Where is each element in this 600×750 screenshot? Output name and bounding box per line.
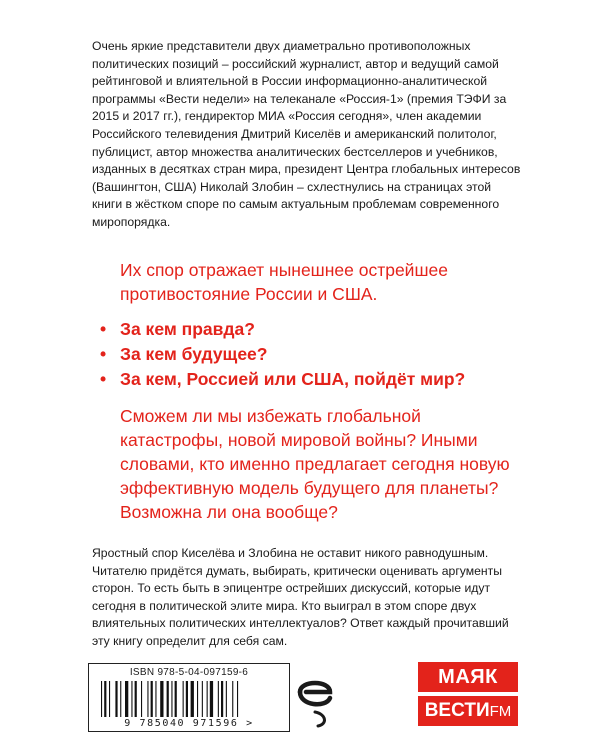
barcode-bar xyxy=(104,681,106,717)
bullet-icon: • xyxy=(100,344,107,364)
barcode-bar xyxy=(147,681,148,717)
barcode-bar xyxy=(207,681,208,717)
barcode-bar xyxy=(115,681,117,717)
barcode-bar xyxy=(101,681,102,717)
barcode-bar xyxy=(218,681,219,717)
barcode-digits: 9 785040 971596 > xyxy=(124,718,254,729)
barcode-bar xyxy=(155,681,156,717)
barcode-bar xyxy=(202,681,203,717)
barcode-bar xyxy=(210,681,213,717)
red-questions-text: Сможем ли мы избежать глобальной катастрофы, новой мировой войны? Иными словами, кто именно предлагает сегодня новую эффективную модель будущего для планеты? Возможна ли она вообще? xyxy=(120,406,510,522)
fm-logo-text: FM xyxy=(489,703,512,720)
barcode-bar xyxy=(197,681,198,717)
barcode-bars xyxy=(101,681,277,717)
barcode-bar xyxy=(171,681,172,717)
isbn-number: ISBN 978-5-04-097159-6 xyxy=(129,667,249,678)
vesti-fm-logo xyxy=(418,696,518,726)
mayak-logo: МАЯК xyxy=(418,662,518,692)
barcode-bar xyxy=(221,681,223,717)
intro-paragraph: Очень яркие представители двух диаметрально противоположных политических позиций – российский журналист, автор и ведущий самой рейтинговой и влиятельной в России информационно-аналитической программы «Вести недели» на телеканале «Россия-1» (премия ТЭФИ за 2015 и 2017 гг.), гендиректор МИА «Россия сегодня», член академии Российского телевидения Дмитрий Киселёв и американский политолог, публицист, автор множества аналитических бестселлеров и учебников, изданных в десятках стран мира, президент Центра глобальных интересов (Вашингтон, США) Николай Злобин – схлестнулись на страницах этой книги в жёстком споре по самым актуальным проблемам современного миропорядка. xyxy=(92,39,521,229)
bullet-icon: • xyxy=(100,369,107,389)
barcode-bar xyxy=(186,681,188,717)
red-intro-text: Их спор отражает нынешнее острейшее противостояние России и США. xyxy=(120,260,448,304)
question-text: За кем правда? xyxy=(120,319,255,339)
vesti-logo-text: ВЕСТИ xyxy=(424,700,490,721)
barcode-bar xyxy=(151,681,153,717)
question-item xyxy=(100,342,465,367)
question-text: За кем будущее? xyxy=(120,344,268,364)
barcode-bar xyxy=(141,681,142,717)
barcode-bar xyxy=(226,681,227,717)
barcode-bar xyxy=(191,681,194,717)
eksmo-logo-icon xyxy=(296,668,334,728)
barcode-bar xyxy=(120,681,121,717)
question-text: За кем, Россией или США, пойдёт мир? xyxy=(120,369,466,389)
isbn-barcode xyxy=(88,663,290,732)
bullet-icon: • xyxy=(100,319,107,339)
barcode-bar xyxy=(232,681,233,717)
barcode-bar xyxy=(175,681,177,717)
question-item xyxy=(100,317,465,342)
question-item xyxy=(100,367,465,392)
barcode-bar xyxy=(135,681,137,717)
outro-paragraph: Яростный спор Киселёва и Злобина не оставит никого равнодушным. Читателю придётся думать, выбирать, критически оценивать аргументы сторон. То есть быть в эпицентре острейших дискуссий, которые идут сегодня в политической элите мира. Кто выиграл в этом споре двух влиятельных политических интеллектуалов? Ответ каждый прочитавший эту книгу определит для себя сам. xyxy=(92,546,509,648)
barcode-bar xyxy=(109,681,110,717)
barcode-bar xyxy=(125,681,128,717)
question-list xyxy=(100,317,465,392)
barcode-bar xyxy=(237,681,238,717)
barcode-bar xyxy=(183,681,184,717)
barcode-bar xyxy=(131,681,132,717)
barcode-bar xyxy=(167,681,169,717)
barcode-bar xyxy=(160,681,163,717)
